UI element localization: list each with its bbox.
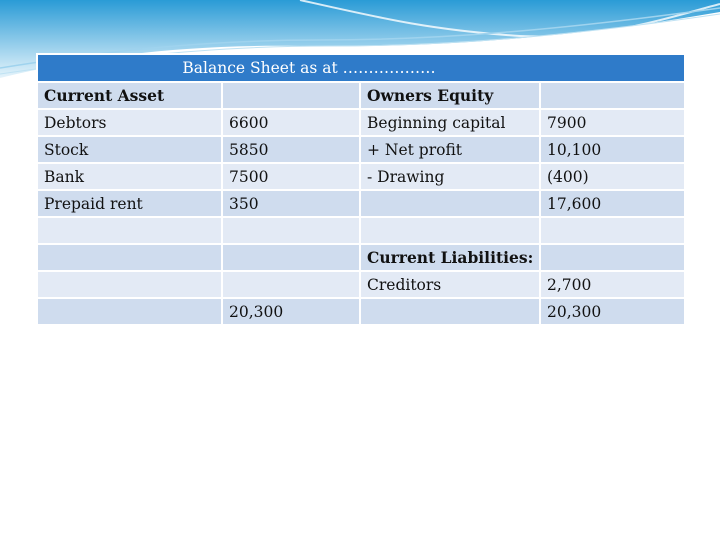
liability-label: Creditors [360,271,540,298]
table-row [37,136,685,163]
totals-row [37,298,685,325]
table-row [37,163,685,190]
asset-value: 6600 [222,109,360,136]
empty-cell [540,217,685,244]
equity-value: (400) [540,163,685,190]
sheet-title: Balance Sheet as at ……………… [37,54,685,82]
owners-equity-header: Owners Equity [360,82,540,109]
table-row [37,271,685,298]
empty-cell [37,244,222,271]
current-liabilities-heading: Current Liabilities: [360,244,540,271]
header-row [37,82,685,109]
empty-cell [37,217,222,244]
equity-value: 10,100 [540,136,685,163]
table-row [37,217,685,244]
empty-cell [37,271,222,298]
asset-label: Debtors [37,109,222,136]
asset-label: Bank [37,163,222,190]
current-asset-header: Current Asset [37,82,222,109]
liability-value: 2,700 [540,271,685,298]
equity-liabilities-total: 20,300 [540,298,685,325]
empty-cell [540,244,685,271]
balance-sheet-table [36,53,686,326]
empty-cell [540,82,685,109]
empty-cell [37,298,222,325]
asset-value: 7500 [222,163,360,190]
asset-label: Stock [37,136,222,163]
table-row [37,190,685,217]
equity-value: 7900 [540,109,685,136]
table-row [37,109,685,136]
title-row [37,54,685,82]
equity-subtotal: 17,600 [540,190,685,217]
asset-value: 5850 [222,136,360,163]
equity-label: + Net profit [360,136,540,163]
asset-value: 350 [222,190,360,217]
equity-label: Beginning capital [360,109,540,136]
equity-label: - Drawing [360,163,540,190]
empty-cell [222,271,360,298]
empty-cell [222,82,360,109]
empty-cell [222,244,360,271]
table-row [37,244,685,271]
empty-cell [360,217,540,244]
assets-total: 20,300 [222,298,360,325]
empty-cell [360,298,540,325]
empty-cell [360,190,540,217]
empty-cell [222,217,360,244]
asset-label: Prepaid rent [37,190,222,217]
